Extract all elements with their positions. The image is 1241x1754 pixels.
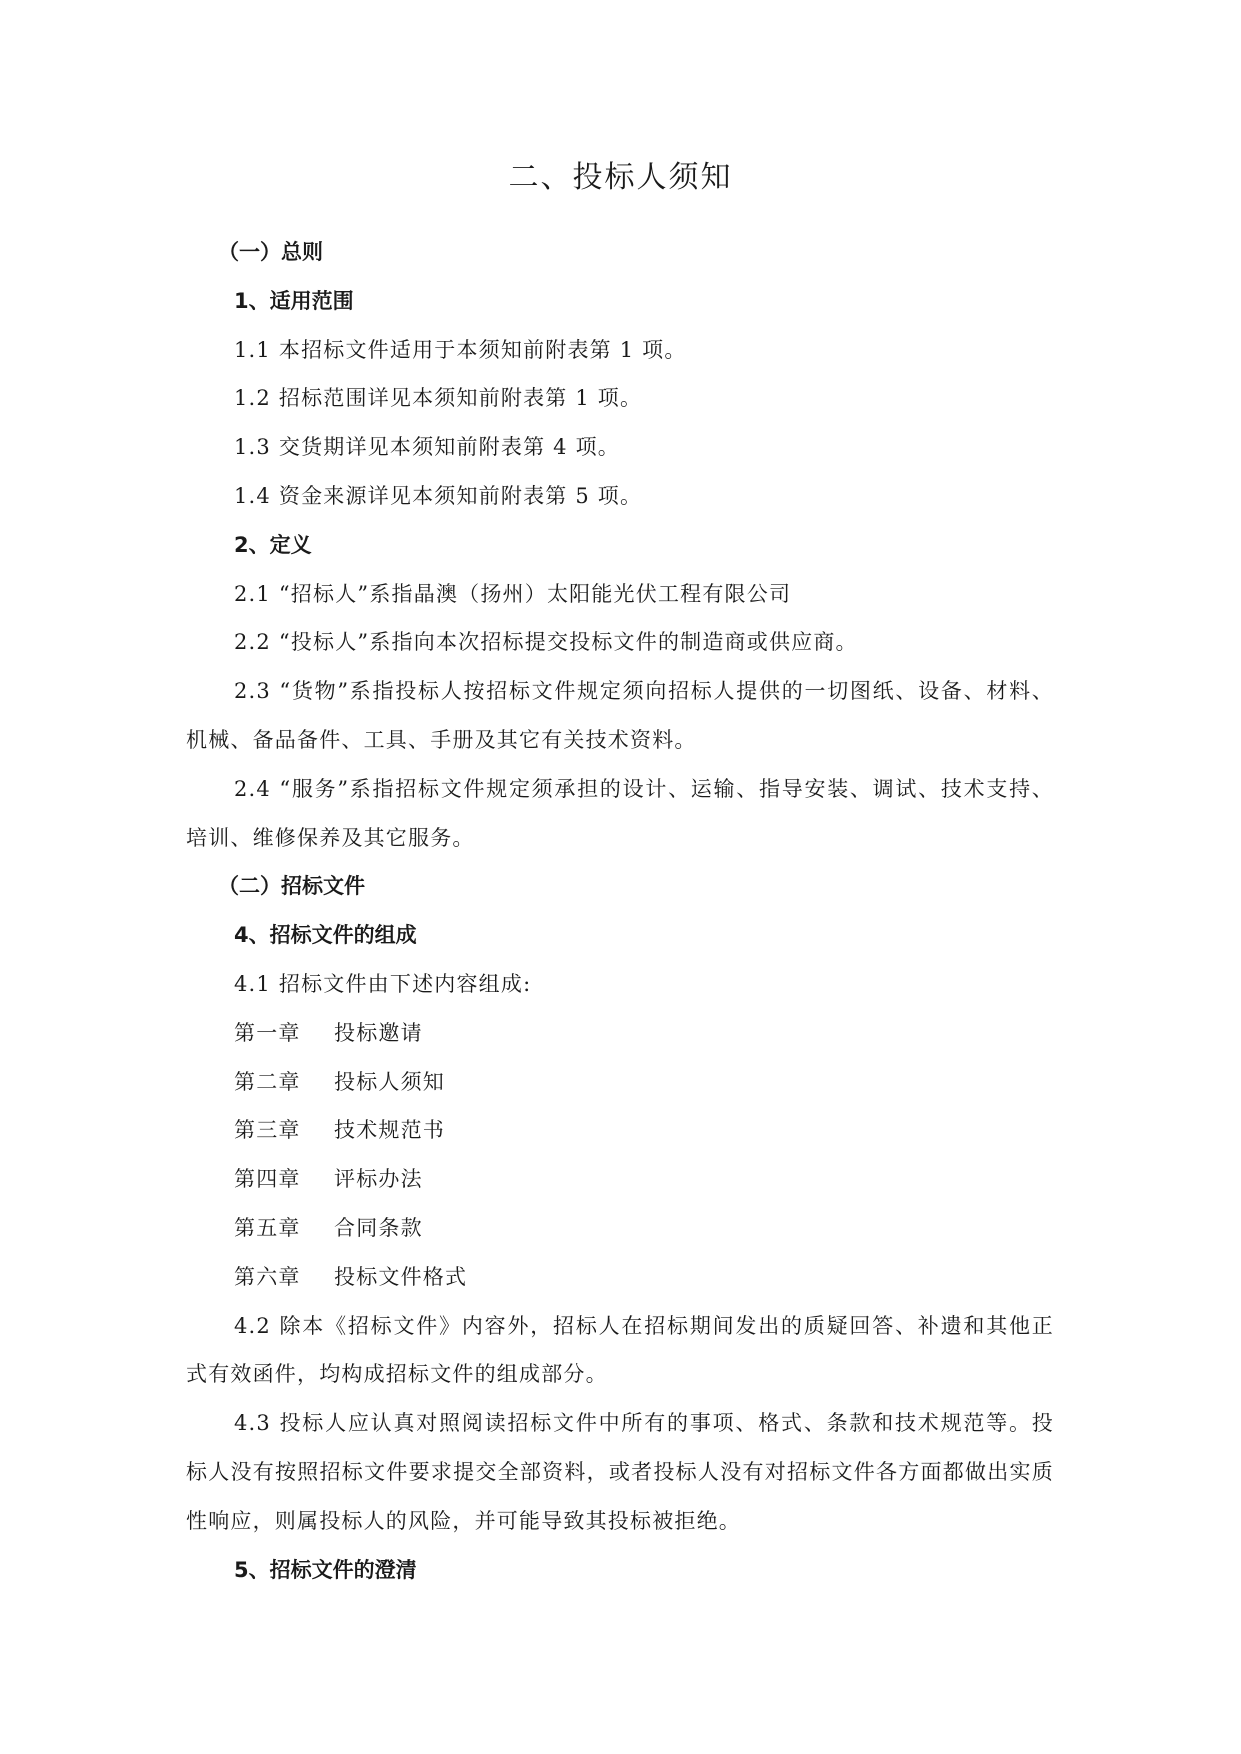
chapter-item xyxy=(186,1155,1054,1204)
chapter-number: 第一章 xyxy=(234,1020,301,1045)
paragraph-4-2: 4.2 除本《招标文件》内容外，招标人在招标期间发出的质疑回答、补遗和其他正式有效函件，均构成招标文件的组成部分。 xyxy=(186,1313,1054,1387)
subheading-scope: 1、适用范围 xyxy=(234,288,354,313)
chapter-name: 投标邀请 xyxy=(334,1020,423,1045)
chapter-item xyxy=(186,1106,1054,1155)
paragraph-2-1: 2.1 “招标人”系指晶澳（扬州）太阳能光伏工程有限公司 xyxy=(234,581,792,606)
subheading-definitions: 2、定义 xyxy=(234,532,312,557)
chapter-name: 投标文件格式 xyxy=(334,1264,468,1289)
paragraph-1-4: 1.4 资金来源详见本须知前附表第 5 项。 xyxy=(234,483,643,508)
paragraph-1-1: 1.1 本招标文件适用于本须知前附表第 1 项。 xyxy=(234,337,687,362)
paragraph-4-1: 4.1 招标文件由下述内容组成: xyxy=(234,971,532,996)
subheading-clarification: 5、招标文件的澄清 xyxy=(234,1557,417,1582)
document-body xyxy=(186,228,1054,1594)
chapter-item xyxy=(186,1253,1054,1302)
paragraph-2-3: 2.3 “货物”系指投标人按招标文件规定须向招标人提供的一切图纸、设备、材料、机械、备品备件、工具、手册及其它有关技术资料。 xyxy=(186,679,1054,752)
paragraph-1-2: 1.2 招标范围详见本须知前附表第 1 项。 xyxy=(234,386,643,411)
chapter-item xyxy=(186,1009,1054,1058)
paragraph-1-3: 1.3 交货期详见本须知前附表第 4 项。 xyxy=(234,435,620,460)
chapter-number: 第五章 xyxy=(234,1215,301,1240)
chapter-number: 第三章 xyxy=(234,1118,301,1143)
chapter-number: 第四章 xyxy=(234,1167,301,1192)
chapter-name: 投标人须知 xyxy=(334,1069,445,1094)
paragraph-2-2: 2.2 “投标人”系指向本次招标提交投标文件的制造商或供应商。 xyxy=(234,630,858,655)
section-heading-general: （一）总则 xyxy=(218,240,323,264)
chapter-item xyxy=(186,1058,1054,1107)
chapter-name: 技术规范书 xyxy=(334,1118,445,1143)
chapter-number: 第二章 xyxy=(234,1069,301,1094)
page-title: 二、投标人须知 xyxy=(508,160,733,195)
section-heading-tender-docs: （二）招标文件 xyxy=(218,874,365,899)
paragraph-4-3: 4.3 投标人应认真对照阅读招标文件中所有的事项、格式、条款和技术规范等。投标人没有按照招标文件要求提交全部资料，或者投标人没有对招标文件各方面都做出实质性响应，则属投标人的风险，并可能导致其投标被拒绝。 xyxy=(186,1411,1054,1533)
chapter-name: 评标办法 xyxy=(334,1167,423,1192)
chapter-name: 合同条款 xyxy=(334,1215,423,1240)
chapter-item xyxy=(186,1204,1054,1253)
chapter-number: 第六章 xyxy=(234,1264,301,1289)
paragraph-2-4: 2.4 “服务”系指招标文件规定须承担的设计、运输、指导安装、调试、技术支持、培训、维修保养及其它服务。 xyxy=(186,776,1054,850)
subheading-composition: 4、招标文件的组成 xyxy=(234,923,417,948)
